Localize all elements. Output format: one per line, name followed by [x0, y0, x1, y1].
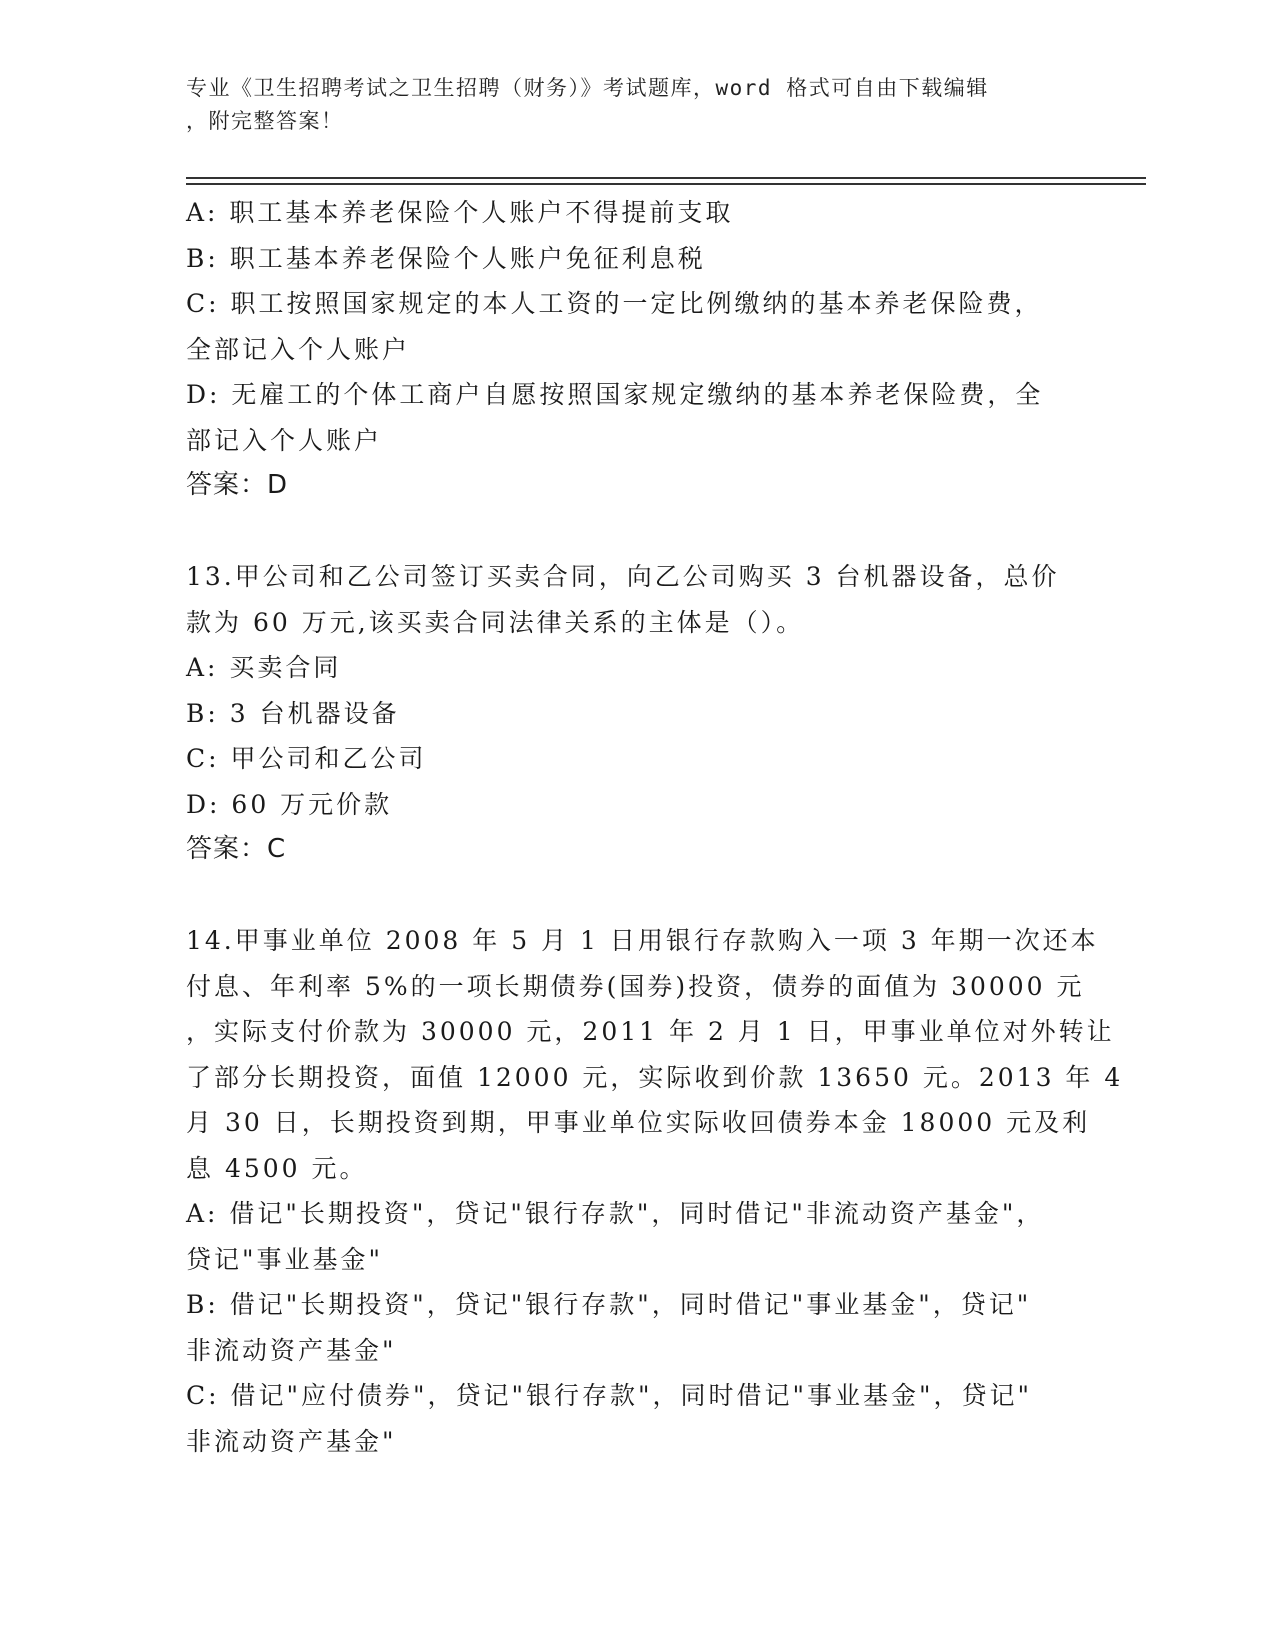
- q13-option-d: D: 60 万元价款: [186, 789, 393, 819]
- q14-option-c-line-1: C: 借记"应付债券"，贷记"银行存款"，同时借记"事业基金"，贷记": [186, 1381, 1032, 1410]
- document-header: [186, 72, 1066, 138]
- q12-option-d-line-1: D: 无雇工的个体工商户自愿按照国家规定缴纳的基本养老保险费，全: [186, 380, 1044, 409]
- q12-option-a: A: 职工基本养老保险个人账户不得提前支取: [186, 198, 734, 227]
- header-divider-bottom: [186, 183, 1146, 185]
- q14-stem-line-2: 付息、年利率 5%的一项长期债券(国券)投资，债券的面值为 30000 元: [186, 971, 1085, 1001]
- q13-option-b: B: 3 台机器设备: [186, 698, 400, 728]
- q12-answer: 答案：D: [186, 470, 289, 500]
- question-14-block: [186, 918, 1124, 1464]
- q13-stem-line-1: 13.甲公司和乙公司签订买卖合同，向乙公司购买 3 台机器设备，总价: [186, 562, 1060, 591]
- q14-stem-line-1: 14.甲事业单位 2008 年 5 月 1 日用银行存款购入一项 3 年期一次还本: [186, 926, 1099, 955]
- q14-option-c-line-2: 非流动资产基金": [186, 1426, 397, 1456]
- q14-stem-line-3: ，实际支付价款为 30000 元，2011 年 2 月 1 日，甲事业单位对外转让: [186, 1017, 1115, 1046]
- q12-option-b: B: 职工基本养老保险个人账户免征利息税: [186, 243, 706, 273]
- header-divider-top: [186, 177, 1146, 179]
- q14-stem-line-4: 了部分长期投资，面值 12000 元，实际收到价款 13650 元。2013 年 4: [186, 1062, 1124, 1092]
- header-line-1: 专业《卫生招聘考试之卫生招聘（财务）》考试题库，word 格式可自由下载编辑: [186, 76, 989, 100]
- q12-option-c-line-1: C: 职工按照国家规定的本人工资的一定比例缴纳的基本养老保险费，: [186, 289, 1043, 318]
- header-line-2: ，附完整答案！: [186, 109, 344, 133]
- q13-stem-line-2: 款为 60 万元,该买卖合同法律关系的主体是（）。: [186, 607, 805, 637]
- document-body: [186, 190, 1124, 1464]
- q12-option-c-line-2: 全部记入个人账户: [186, 334, 411, 364]
- spacer: [186, 509, 1066, 555]
- q12-option-d-line-2: 部记入个人账户: [186, 425, 383, 455]
- question-13-block: [186, 554, 1066, 873]
- q14-stem-line-5: 月 30 日，长期投资到期，甲事业单位实际收回债券本金 18000 元及利: [186, 1108, 1091, 1137]
- q14-option-b-line-2: 非流动资产基金": [186, 1335, 397, 1365]
- q14-option-a-line-1: A: 借记"长期投资"，贷记"银行存款"，同时借记"非流动资产基金"，: [186, 1199, 1045, 1228]
- q14-stem-line-6: 息 4500 元。: [186, 1153, 368, 1183]
- q14-option-b-line-1: B: 借记"长期投资"，贷记"银行存款"，同时借记"事业基金"，贷记": [186, 1290, 1032, 1319]
- q14-option-a-line-2: 贷记"事业基金": [186, 1244, 383, 1274]
- q13-answer: 答案：C: [186, 834, 287, 864]
- q13-option-a: A: 买卖合同: [186, 653, 342, 682]
- question-12-block: [186, 190, 1066, 509]
- spacer: [186, 873, 1066, 919]
- q13-option-c: C: 甲公司和乙公司: [186, 744, 427, 773]
